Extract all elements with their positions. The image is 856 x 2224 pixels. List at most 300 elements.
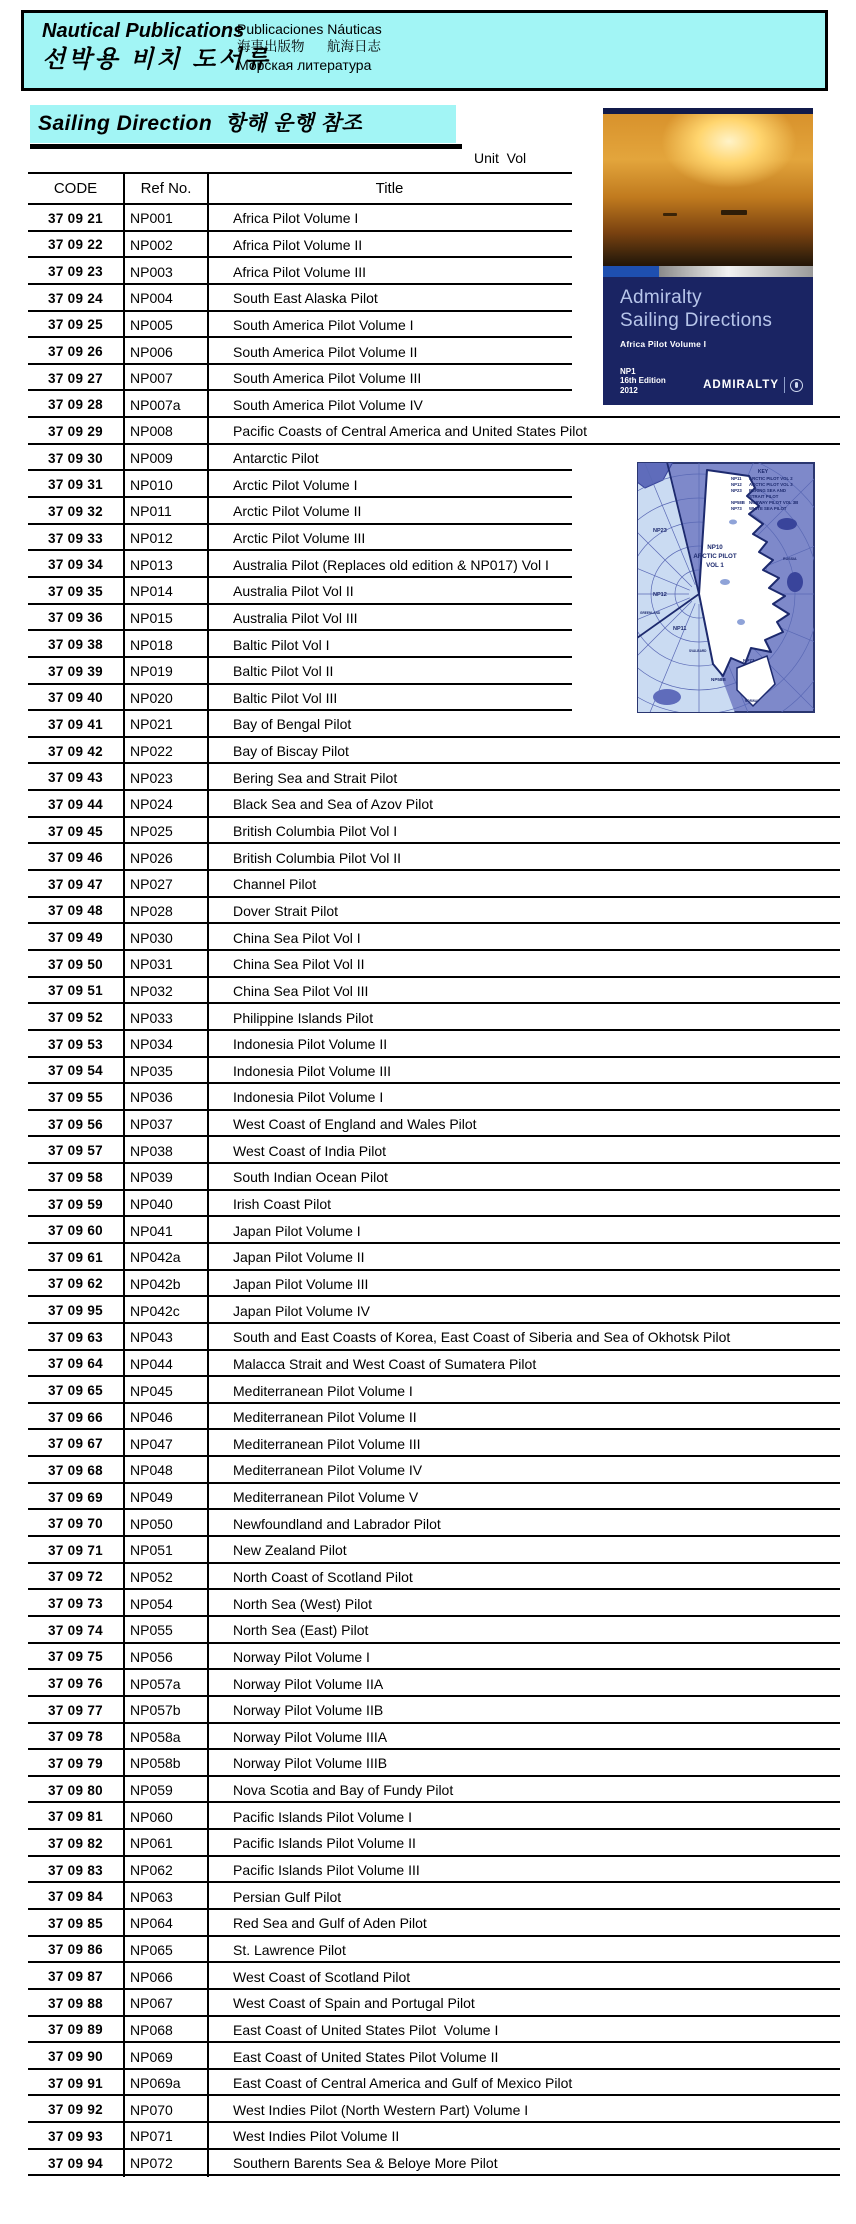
table-row <box>28 2150 840 2177</box>
title-cell: Malacca Strait and West Coast of Sumatera Pilot <box>233 1355 537 1372</box>
title-cell: Baltic Pilot Vol II <box>233 663 334 680</box>
code-cell: 37 09 67 <box>48 1436 103 1452</box>
code-cell: 37 09 90 <box>48 2049 103 2065</box>
title-cell: East Coast of United States Pilot Volume II <box>233 2048 499 2065</box>
ref-no-cell: NP020 <box>130 689 173 706</box>
code-cell: 37 09 52 <box>48 1010 103 1026</box>
map-title-vol: VOL 1 <box>706 562 724 569</box>
code-cell: 37 09 51 <box>48 983 103 999</box>
table-row <box>28 1537 840 1564</box>
code-cell: 37 09 87 <box>48 1969 103 1985</box>
table-row <box>28 1351 840 1378</box>
code-cell: 37 09 45 <box>48 823 103 839</box>
ref-no-cell: NP070 <box>130 2101 173 2118</box>
code-cell: 37 09 68 <box>48 1462 103 1478</box>
table-row <box>28 978 840 1005</box>
code-cell: 37 09 54 <box>48 1063 103 1079</box>
map-label-norway: NORWAY <box>745 699 759 703</box>
ref-no-cell: NP022 <box>130 743 173 760</box>
code-cell: 37 09 28 <box>48 397 103 413</box>
title-cell: North Coast of Scotland Pilot <box>233 1568 413 1585</box>
code-cell: 37 09 40 <box>48 690 103 706</box>
code-cell: 37 09 76 <box>48 1676 103 1692</box>
table-row <box>28 1484 840 1511</box>
title-cell: Pacific Islands Pilot Volume II <box>233 1835 416 1852</box>
book-cover-stripe <box>603 266 813 277</box>
map-key-name: ARCTIC PILOT VOL 3 <box>749 482 793 487</box>
table-row <box>28 711 840 738</box>
ref-no-cell: NP024 <box>130 796 173 813</box>
code-cell: 37 09 95 <box>48 1303 103 1319</box>
code-cell: 37 09 23 <box>48 264 103 280</box>
title-cell: Norway Pilot Volume IIIA <box>233 1728 388 1745</box>
ship-silhouette <box>721 210 747 215</box>
code-cell: 37 09 58 <box>48 1169 103 1185</box>
title-cell: St. Lawrence Pilot <box>233 1941 346 1958</box>
table-row <box>28 818 840 845</box>
column-header-ref: Ref No. <box>140 180 192 197</box>
table-row <box>28 898 840 925</box>
code-cell: 37 09 30 <box>48 450 103 466</box>
ref-no-cell: NP069a <box>130 2075 181 2092</box>
silver-stripe <box>659 266 813 277</box>
table-row <box>28 1084 840 1111</box>
ref-no-cell: NP036 <box>130 1089 173 1106</box>
code-cell: 37 09 36 <box>48 610 103 626</box>
table-row <box>28 1297 840 1324</box>
book-brand-line1: Admiralty <box>620 287 702 308</box>
code-cell: 37 09 55 <box>48 1089 103 1105</box>
ref-no-cell: NP071 <box>130 2128 173 2145</box>
table-row <box>28 1990 840 2017</box>
book-edition: 16th Edition <box>620 376 666 385</box>
ref-no-cell: NP010 <box>130 476 173 493</box>
table-row <box>28 1404 840 1431</box>
ref-no-cell: NP033 <box>130 1009 173 1026</box>
ref-no-cell: NP059 <box>130 1782 173 1799</box>
ref-no-cell: NP043 <box>130 1329 173 1346</box>
code-cell: 37 09 46 <box>48 850 103 866</box>
book-subtitle: Africa Pilot Volume I <box>620 339 707 349</box>
title-cell: Pacific Islands Pilot Volume III <box>233 1862 420 1879</box>
title-cell: Nova Scotia and Bay of Fundy Pilot <box>233 1782 454 1799</box>
code-cell: 37 09 47 <box>48 876 103 892</box>
map-island <box>737 619 745 625</box>
title-cell: South and East Coasts of Korea, East Coast of Siberia and Sea of Okhotsk Pilot <box>233 1329 731 1346</box>
title-cell: Japan Pilot Volume I <box>233 1222 361 1239</box>
header-box <box>21 10 828 91</box>
title-cell: Black Sea and Sea of Azov Pilot <box>233 796 434 813</box>
ref-no-cell: NP030 <box>130 929 173 946</box>
table-row <box>28 1004 840 1031</box>
ref-no-cell: NP051 <box>130 1542 173 1559</box>
table-row <box>28 871 840 898</box>
ref-no-cell: NP050 <box>130 1515 173 1532</box>
map-label-greenland: GREENLAND <box>640 611 661 615</box>
code-cell: 37 09 89 <box>48 2022 103 2038</box>
ref-no-cell: NP004 <box>130 290 173 307</box>
table-row <box>28 1750 840 1777</box>
title-cell: Arctic Pilot Volume I <box>233 476 358 493</box>
ref-no-cell: NP058b <box>130 1755 181 1772</box>
title-cell: North Sea (East) Pilot <box>233 1622 369 1639</box>
title-cell: West Coast of Spain and Portugal Pilot <box>233 1995 475 2012</box>
table-row <box>28 1137 840 1164</box>
table-row <box>28 1724 840 1751</box>
title-cell: Mediterranean Pilot Volume V <box>233 1489 419 1506</box>
title-cell: Australia Pilot (Replaces old edition & NP017) Vol I <box>233 556 549 573</box>
table-row <box>28 2043 840 2070</box>
table-row <box>28 1697 840 1724</box>
table-row <box>28 1271 840 1298</box>
title-cell: West Indies Pilot Volume II <box>233 2128 400 2145</box>
table-row <box>28 1777 840 1804</box>
logo-divider <box>784 377 785 393</box>
ref-no-cell: NP067 <box>130 1995 173 2012</box>
map-key-title: KEY <box>757 469 769 475</box>
title-cell: China Sea Pilot Vol I <box>233 929 361 946</box>
table-row <box>28 1937 840 1964</box>
title-cell: Japan Pilot Volume II <box>233 1249 365 1266</box>
table-row <box>28 1564 840 1591</box>
code-cell: 37 09 77 <box>48 1702 103 1718</box>
book-edition-block <box>620 367 666 396</box>
title-cell: Indonesia Pilot Volume II <box>233 1036 388 1053</box>
title-cell: West Coast of India Pilot <box>233 1142 387 1159</box>
ref-no-cell: NP041 <box>130 1222 173 1239</box>
title-cell: Irish Coast Pilot <box>233 1196 332 1213</box>
ref-no-cell: NP039 <box>130 1169 173 1186</box>
table-row <box>28 791 840 818</box>
title-cell: Bay of Bengal Pilot <box>233 716 352 733</box>
code-cell: 37 09 80 <box>48 1782 103 1798</box>
title-cell: Philippine Islands Pilot <box>233 1009 374 1026</box>
code-cell: 37 09 38 <box>48 637 103 653</box>
ref-no-cell: NP048 <box>130 1462 173 1479</box>
code-cell: 37 09 25 <box>48 317 103 333</box>
title-cell: China Sea Pilot Vol II <box>233 956 365 973</box>
title-cell: Africa Pilot Volume III <box>233 263 367 280</box>
code-cell: 37 09 32 <box>48 503 103 519</box>
code-cell: 37 09 88 <box>48 1995 103 2011</box>
code-cell: 37 09 53 <box>48 1036 103 1052</box>
title-cell: Mediterranean Pilot Volume II <box>233 1409 417 1426</box>
map-label-svalbard: SVALBARD <box>689 649 707 653</box>
map-label-np58b: NP58B <box>711 677 726 682</box>
title-cell: Norway Pilot Volume IIB <box>233 1702 384 1719</box>
title-cell: North Sea (West) Pilot <box>233 1595 373 1612</box>
ref-no-cell: NP037 <box>130 1116 173 1133</box>
code-cell: 37 09 94 <box>48 2155 103 2171</box>
ref-no-cell: NP040 <box>130 1196 173 1213</box>
title-cell: Arctic Pilot Volume III <box>233 530 366 546</box>
title-cell: West Coast of Scotland Pilot <box>233 1968 411 1985</box>
code-cell: 37 09 56 <box>48 1116 103 1132</box>
code-cell: 37 09 35 <box>48 583 103 599</box>
ref-no-cell: NP068 <box>130 2021 173 2038</box>
title-cell: Africa Pilot Volume II <box>233 236 363 253</box>
ref-no-cell: NP054 <box>130 1595 173 1612</box>
map-label-np73: NP73 <box>743 658 755 663</box>
ref-no-cell: NP002 <box>130 236 173 253</box>
arctic-pilot-map-image <box>637 462 815 713</box>
code-cell: 37 09 33 <box>48 530 103 546</box>
title-cell: Norway Pilot Volume IIA <box>233 1675 384 1692</box>
table-row <box>28 1803 840 1830</box>
code-cell: 37 09 93 <box>48 2128 103 2144</box>
table-row <box>28 2096 840 2123</box>
title-cell: East Coast of United States Pilot Volume I <box>233 2021 499 2038</box>
row-border <box>28 2174 840 2176</box>
title-cell: Japan Pilot Volume IV <box>233 1302 370 1319</box>
book-brand-line2: Sailing Directions <box>620 310 773 331</box>
title-cell: Indonesia Pilot Volume III <box>233 1062 391 1079</box>
ref-no-cell: NP011 <box>130 503 172 520</box>
title-cell: Persian Gulf Pilot <box>233 1888 342 1905</box>
title-cell: Pacific Islands Pilot Volume I <box>233 1808 412 1825</box>
title-cell: Channel Pilot <box>233 876 317 893</box>
code-cell: 37 09 86 <box>48 1942 103 1958</box>
ref-no-cell: NP015 <box>130 609 173 626</box>
title-cell: Pacific Coasts of Central America and United States Pilot <box>233 423 588 440</box>
map-key-code: NP23 <box>731 488 742 493</box>
map-land-patch <box>653 689 681 705</box>
code-cell: 37 09 21 <box>48 210 103 226</box>
title-cell: British Columbia Pilot Vol II <box>233 849 402 866</box>
ref-no-cell: NP042b <box>130 1275 181 1292</box>
ref-no-cell: NP069 <box>130 2048 173 2065</box>
code-cell: 37 09 59 <box>48 1196 103 1212</box>
table-row <box>28 1164 840 1191</box>
map-key-name: STRAIT PILOT <box>749 494 779 499</box>
map-key-code: NP12 <box>731 482 742 487</box>
table-row <box>28 738 840 765</box>
title-cell: Bering Sea and Strait Pilot <box>233 769 398 786</box>
ref-no-cell: NP055 <box>130 1622 173 1639</box>
table-row <box>28 1644 840 1671</box>
table-row <box>28 2017 840 2044</box>
title-cell: South America Pilot Volume IV <box>233 396 423 413</box>
title-cell: South America Pilot Volume I <box>233 316 414 333</box>
table-row <box>28 1191 840 1218</box>
ref-no-cell: NP062 <box>130 1862 173 1879</box>
page-title-zh-ja: 海事出版物 航海日志 <box>237 39 382 54</box>
title-cell: Southern Barents Sea & Beloye More Pilot <box>233 2155 498 2172</box>
book-cover-image <box>603 108 813 405</box>
title-cell: South America Pilot Volume III <box>233 370 422 387</box>
ref-no-cell: NP049 <box>130 1489 173 1506</box>
ref-no-cell: NP021 <box>130 716 173 733</box>
title-cell: Mediterranean Pilot Volume I <box>233 1382 413 1399</box>
map-land-patch <box>777 518 797 530</box>
code-cell: 37 09 42 <box>48 743 103 759</box>
ref-no-cell: NP035 <box>130 1062 173 1079</box>
ref-no-cell: NP006 <box>130 343 173 360</box>
code-cell: 37 09 48 <box>48 903 103 919</box>
ref-no-cell: NP013 <box>130 556 173 573</box>
code-cell: 37 09 84 <box>48 1889 103 1905</box>
page-title-ru: Морская литература <box>237 57 372 73</box>
ref-no-cell: NP032 <box>130 982 173 999</box>
page-title-ko: 선박용 비치 도서류 <box>42 46 271 73</box>
ref-no-cell: NP042a <box>130 1249 181 1266</box>
book-cover-panel <box>603 277 813 405</box>
ref-no-cell: NP008 <box>130 423 173 440</box>
map-key-code: NP73 <box>731 506 742 511</box>
table-row <box>28 1457 840 1484</box>
table-row <box>28 1963 840 1990</box>
code-cell: 37 09 85 <box>48 1915 103 1931</box>
code-cell: 37 09 73 <box>48 1596 103 1612</box>
code-cell: 37 09 29 <box>48 423 103 439</box>
title-cell: South America Pilot Volume II <box>233 343 418 360</box>
unit-label: Unit Vol <box>474 150 527 166</box>
code-cell: 37 09 83 <box>48 1862 103 1878</box>
ref-no-cell: NP061 <box>130 1835 173 1852</box>
code-cell: 37 09 44 <box>48 796 103 812</box>
map-label-russia: RUSSIA <box>783 557 797 561</box>
ref-no-cell: NP026 <box>130 849 173 866</box>
title-cell: Arctic Pilot Volume II <box>233 503 362 520</box>
map-label-np11: NP11 <box>673 626 687 632</box>
ref-no-cell: NP014 <box>130 583 173 600</box>
code-cell: 37 09 69 <box>48 1489 103 1505</box>
code-cell: 37 09 62 <box>48 1276 103 1292</box>
ref-no-cell: NP072 <box>130 2155 173 2172</box>
code-cell: 37 09 72 <box>48 1569 103 1585</box>
map-title-np10: NP10 <box>707 544 723 551</box>
table-row <box>28 1111 840 1138</box>
title-cell: South Indian Ocean Pilot <box>233 1169 388 1186</box>
table-row <box>28 951 840 978</box>
code-cell: 37 09 41 <box>48 716 103 732</box>
map-key-name: NORWAY PILOT VOL 3B <box>749 500 799 505</box>
ref-no-cell: NP007a <box>130 396 181 413</box>
code-cell: 37 09 31 <box>48 477 103 493</box>
map-key-name: BERING SEA AND <box>749 488 786 493</box>
ship-silhouette <box>663 213 677 216</box>
ref-no-cell: NP027 <box>130 876 173 893</box>
title-cell: East Coast of Central America and Gulf of Mexico Pilot <box>233 2075 573 2092</box>
map-key-code: NP58B <box>731 500 745 505</box>
ref-no-cell: NP063 <box>130 1888 173 1905</box>
ref-no-cell: NP052 <box>130 1568 173 1585</box>
ref-no-cell: NP044 <box>130 1355 173 1372</box>
map-key-name: ARCTIC PILOT VOL 2 <box>749 476 793 481</box>
table-row <box>28 1430 840 1457</box>
code-cell: 37 09 66 <box>48 1409 103 1425</box>
book-code: NP1 <box>620 366 636 376</box>
table-row <box>28 1830 840 1857</box>
ref-no-cell: NP065 <box>130 1941 173 1958</box>
table-row <box>28 764 840 791</box>
table-row <box>28 1377 840 1404</box>
table-row <box>28 2123 840 2150</box>
title-cell: Baltic Pilot Vol III <box>233 689 338 706</box>
code-cell: 37 09 22 <box>48 237 103 253</box>
table-row <box>28 1670 840 1697</box>
code-cell: 37 09 24 <box>48 290 103 306</box>
ref-no-cell: NP038 <box>130 1142 173 1159</box>
code-cell: 37 09 61 <box>48 1249 103 1265</box>
table-row <box>28 2070 840 2097</box>
column-header-code: CODE <box>53 180 98 197</box>
column-header-title: Title <box>375 180 404 197</box>
code-cell: 37 09 81 <box>48 1809 103 1825</box>
admiralty-crest-icon <box>790 379 803 392</box>
title-cell: Mediterranean Pilot Volume IV <box>233 1462 423 1479</box>
admiralty-wordmark: ADMIRALTY <box>703 379 779 391</box>
title-cell: Baltic Pilot Vol I <box>233 636 330 653</box>
title-cell: Mediterranean Pilot Volume III <box>233 1435 421 1452</box>
code-cell: 37 09 27 <box>48 370 103 386</box>
ref-no-cell: NP023 <box>130 769 173 786</box>
map-label-np23: NP23 <box>653 528 667 534</box>
ref-no-cell: NP046 <box>130 1409 173 1426</box>
table-row <box>28 1510 840 1537</box>
admiralty-logo <box>703 377 803 393</box>
title-cell: Japan Pilot Volume III <box>233 1275 369 1292</box>
code-cell: 37 09 60 <box>48 1223 103 1239</box>
ref-no-cell: NP042c <box>130 1302 180 1319</box>
title-cell: Bay of Biscay Pilot <box>233 743 349 760</box>
title-cell: Indonesia Pilot Volume I <box>233 1089 384 1106</box>
title-cell: British Columbia Pilot Vol I <box>233 823 398 840</box>
code-cell: 37 09 75 <box>48 1649 103 1665</box>
map-title-arctic: ARCTIC PILOT <box>693 553 737 560</box>
map-key-name: WHITE SEA PILOT <box>749 506 787 511</box>
title-cell: Antarctic Pilot <box>233 450 319 467</box>
section-title-underline <box>30 144 462 149</box>
ref-no-cell: NP058a <box>130 1728 181 1745</box>
map-island <box>729 520 737 525</box>
ref-no-cell: NP064 <box>130 1915 173 1932</box>
title-cell: Norway Pilot Volume IIIB <box>233 1755 388 1772</box>
ref-no-cell: NP019 <box>130 663 173 680</box>
title-cell: China Sea Pilot Vol III <box>233 982 369 999</box>
code-cell: 37 09 50 <box>48 956 103 972</box>
ref-no-cell: NP060 <box>130 1808 173 1825</box>
title-cell: Africa Pilot Volume I <box>233 210 359 227</box>
code-cell: 37 09 71 <box>48 1542 103 1558</box>
title-cell: Australia Pilot Vol III <box>233 609 358 626</box>
ref-no-cell: NP025 <box>130 823 173 840</box>
map-land-patch <box>787 572 803 592</box>
code-cell: 37 09 65 <box>48 1383 103 1398</box>
code-cell: 37 09 57 <box>48 1143 103 1159</box>
code-cell: 37 09 79 <box>48 1755 103 1771</box>
page-title-en: Nautical Publications <box>42 20 245 42</box>
map-key-code: NP11 <box>731 476 742 481</box>
table-row <box>28 418 840 445</box>
ref-no-cell: NP034 <box>130 1036 173 1053</box>
ref-no-cell: NP018 <box>130 636 173 653</box>
table-row <box>28 1857 840 1884</box>
title-cell: Dover Strait Pilot <box>233 902 339 919</box>
blue-stripe <box>603 266 659 277</box>
table-row <box>28 1217 840 1244</box>
title-cell: West Indies Pilot (North Western Part) Volume I <box>233 2101 529 2118</box>
section-title: Sailing Direction 항해 운행 참조 <box>30 105 456 143</box>
ref-no-cell: NP031 <box>130 956 173 973</box>
ref-no-cell: NP045 <box>130 1382 173 1399</box>
code-cell: 37 09 63 <box>48 1329 103 1345</box>
code-cell: 37 09 39 <box>48 663 103 679</box>
ref-no-cell: NP056 <box>130 1648 173 1665</box>
table-row <box>28 1324 840 1351</box>
code-cell: 37 09 49 <box>48 930 103 946</box>
ref-no-cell: NP047 <box>130 1435 173 1452</box>
